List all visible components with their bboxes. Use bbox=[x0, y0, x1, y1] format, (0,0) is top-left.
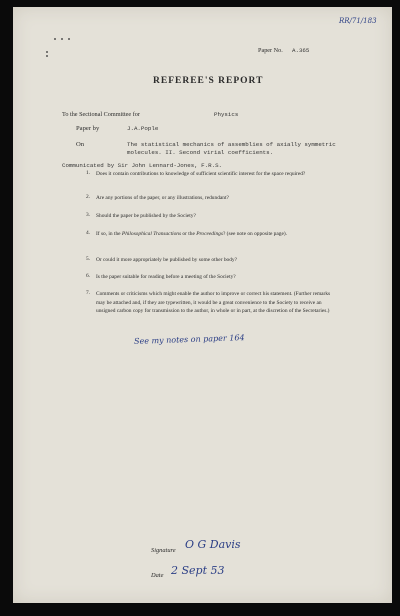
question-3-number: 3. bbox=[86, 212, 91, 218]
punch-mark bbox=[46, 55, 48, 57]
paper-by-label: Paper by bbox=[76, 125, 100, 132]
question-5-text: Or could it more appropriately be published by some other body? bbox=[96, 257, 238, 263]
date-label: Date bbox=[151, 572, 164, 579]
punch-mark bbox=[61, 38, 63, 40]
question-4-text: If so, in the Philosophical Transactions or the Proceedings? (see note on opposite page). bbox=[96, 231, 288, 237]
handwritten-note: See my notes on paper 164 bbox=[133, 333, 245, 346]
question-6-text: Is the paper suitable for reading before a meeting of the Society? bbox=[96, 274, 236, 280]
on-label: On bbox=[76, 141, 85, 148]
signature-value: O G Davis bbox=[185, 538, 241, 551]
paper-no-value: A.365 bbox=[292, 47, 310, 54]
question-3-text: Should the paper be published by the Society? bbox=[96, 213, 196, 219]
punch-mark bbox=[54, 38, 56, 40]
paper-title-line-1: The statistical mechanics of assemblies of axially symmetric bbox=[127, 141, 336, 148]
committee-label: To the Sectional Committee for bbox=[62, 111, 140, 118]
punch-mark bbox=[46, 51, 48, 53]
archive-reference: RR/71/183 bbox=[339, 17, 377, 25]
page-title: REFEREE'S REPORT bbox=[153, 76, 264, 86]
date-value: 2 Sept 53 bbox=[171, 564, 225, 577]
question-5-number: 5. bbox=[86, 256, 91, 262]
paper-by-value: J.A.Pople bbox=[127, 125, 159, 132]
question-7-text: Comments or criticisms which might enable the author to improve or correct his statement. (Further remarks may be attached and, if they are typewritten, it would be a great convenience to the Society to receive an unsigned carbon copy for transmission to the author, in whole or in part, at the discretion of the Secretaries.) bbox=[96, 291, 331, 315]
question-2-text: Are any portions of the paper, or any illustrations, redundant? bbox=[96, 195, 229, 201]
question-2-number: 2. bbox=[86, 194, 91, 200]
paper-title-line-2: molecules. II. Second virial coefficients. bbox=[127, 149, 274, 156]
communicated-by: Communicated by Sir John Lennard-Jones, F.R.S. bbox=[62, 162, 223, 169]
question-4-number: 4. bbox=[86, 230, 91, 236]
question-6-number: 6. bbox=[86, 273, 91, 279]
punch-mark bbox=[68, 38, 70, 40]
committee-value: Physics bbox=[214, 111, 239, 118]
paper-no-label: Paper No. bbox=[258, 47, 283, 54]
question-1-text: Does it contain contributions to knowledge of sufficient scientific interest for the space required? bbox=[96, 171, 306, 177]
report-sheet bbox=[13, 7, 392, 603]
signature-label: Signature bbox=[151, 547, 176, 554]
question-7-number: 7. bbox=[86, 290, 91, 296]
question-1-number: 1. bbox=[86, 170, 91, 176]
